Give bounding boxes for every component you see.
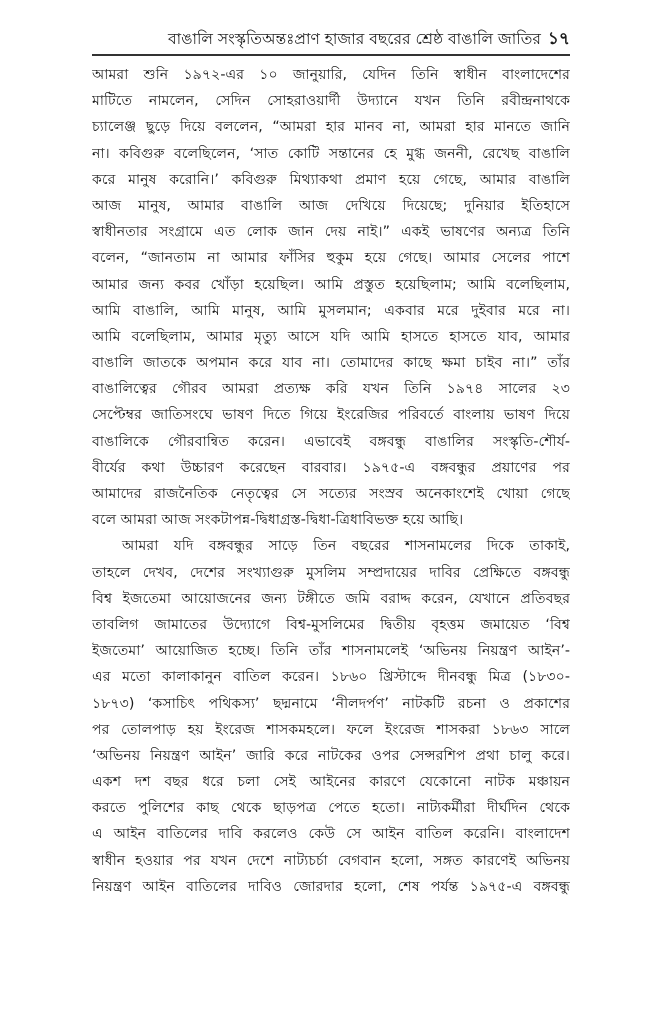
- text-line: আমি বলেছিলাম, আমার মৃত্যু আসে যদি আমি হাসতে হাসতে যাব, আমার: [92, 328, 570, 345]
- text-line: পর তোলপাড় হয় ইংরেজ শাসকমহলে। ফলে ইংরেজ শাসকরা ১৮৬৩ সালে: [92, 721, 570, 738]
- text-line: বাঙালি জাতকে অপমান করে যাব না। তোমাদের কাছে ক্ষমা চাইব না।” তাঁর: [92, 355, 570, 372]
- text-line: চ্যালেঞ্জ ছুড়ে দিয়ে বললেন, “আমরা হার মানব না, আমরা হার মানতে জানি: [92, 119, 570, 136]
- text-line: না। কবিগুরু বলেছিলেন, ‘সাত কোটি সন্তানের হে মুগ্ধ জননী, রেখেছ বাঙালি: [92, 145, 570, 162]
- text-line: আমি বাঙালি, আমি মানুষ, আমি মুসলমান; একবার মরে দুইবার মরে না।: [92, 302, 570, 319]
- text-line: নিয়ন্ত্রণ আইন বাতিলের দাবিও জোরদার হলো, শেষ পর্যন্ত ১৯৭৫-এ বঙ্গবন্ধু: [92, 878, 570, 895]
- paragraph-2: [92, 533, 570, 900]
- text-line: ইজতেমা’ আয়োজিত হচ্ছে। তিনি তাঁর শাসনামলেই ‘অভিনয় নিয়ন্ত্রণ আইন’-: [92, 643, 570, 660]
- text-line: স্বাধীন হওয়ার পর যখন দেশে নাট্যচর্চা বেগবান হলো, সঙ্গত কারণেই অভিনয়: [92, 852, 570, 869]
- text-line: ‘অভিনয় নিয়ন্ত্রণ আইন’ জারি করে নাটকের ওপর সেন্সরশিপ প্রথা চালু করে।: [92, 747, 570, 764]
- text-line: আমার জন্য কবর খোঁড়া হয়েছিল। আমি প্রস্তুত হয়েছিলাম; আমি বলেছিলাম,: [92, 276, 570, 293]
- text-line: তাবলিগ জামাতের উদ্যোগে বিশ্ব-মুসলিমের দ্বিতীয় বৃহত্তম জমায়েত ‘বিশ্ব: [92, 616, 570, 633]
- text-line: ১৮৭৩) ‘কসাচিৎ পথিকস্য’ ছদ্মনামে ‘নীলদর্পণ’ নাটকটি রচনা ও প্রকাশের: [92, 695, 570, 712]
- running-header: [92, 28, 570, 54]
- page-number: ১৭: [547, 29, 570, 49]
- text-line: আমরা যদি বঙ্গবন্ধুর সাড়ে তিন বছরের শাসনামলের দিকে তাকাই,: [122, 538, 570, 555]
- text-line: বাঙালিকে গৌরবান্বিত করেন। এভাবেই বঙ্গবন্ধু বাঙালির সংস্কৃতি-শৌর্য-: [92, 433, 570, 450]
- text-line: এর মতো কালাকানুন বাতিল করেন। ১৮৬০ খ্রিস্টাব্দে দীনবন্ধু মিত্র (১৮৩০-: [92, 669, 570, 686]
- text-line: তাহলে দেখব, দেশের সংখ্যাগুরু মুসলিম সম্প্রদায়ের দাবির প্রেক্ষিতে বঙ্গবন্ধু: [92, 564, 570, 581]
- text-line: বীর্যের কথা উচ্চারণ করেছেন বারবার। ১৯৭৫-এ বঙ্গবন্ধুর প্রয়াণের পর: [92, 459, 570, 476]
- text-line: মাটিতে নামলেন, সেদিন সোহরাওয়ার্দী উদ্যানে যখন তিনি রবীন্দ্রনাথকে: [92, 93, 570, 110]
- text-line: আমরা শুনি ১৯৭২-এর ১০ জানুয়ারি, যেদিন তিনি স্বাধীন বাংলাদেশের: [92, 67, 570, 83]
- running-title: বাঙালি সংস্কৃতিঅন্তঃপ্রাণ হাজার বছরের শ্রেষ্ঠ বাঙালি জাতির: [168, 30, 541, 48]
- text-line: এ আইন বাতিলের দাবি করলেও কেউ সে আইন বাতিল করেনি। বাংলাদেশ: [92, 826, 570, 843]
- text-line: করতে পুলিশের কাছ থেকে ছাড়পত্র পেতে হতো। নাট্যকর্মীরা দীর্ঘদিন থেকে: [92, 800, 570, 817]
- body-text: [92, 62, 570, 900]
- text-line: সেপ্টেম্বর জাতিসংঘে ভাষণ দিতে গিয়ে ইংরেজির পরিবর্তে বাংলায় ভাষণ দিয়ে: [92, 407, 570, 424]
- text-line: করে মানুষ করোনি।’ কবিগুরু মিথ্যাকথা প্রমাণ হয়ে গেছে, আমার বাঙালি: [92, 171, 570, 188]
- text-line: বাঙালিত্বের গৌরব আমরা প্রত্যক্ষ করি যখন তিনি ১৯৭৪ সালের ২৩: [92, 381, 570, 398]
- text-line: বলে আমরা আজ সংকটাপন্ন-দ্বিধাগ্রস্ত-দ্বিধা-ত্রিধাবিভক্ত হয়ে আছি।: [92, 512, 464, 529]
- text-line: বলেন, “জানতাম না আমার ফাঁসির হুকুম হয়ে গেছে। আমার সেলের পাশে: [92, 250, 570, 267]
- text-line: একশ দশ বছর ধরে চলা সেই আইনের কারণে যেকোনো নাটক মঞ্চায়ন: [92, 774, 570, 791]
- paragraph-1: [92, 62, 570, 533]
- text-line: স্বাধীনতার সংগ্রামে এত লোক জান দেয় নাই।” একই ভাষণের অন্যত্র তিনি: [92, 224, 570, 241]
- text-line: আমাদের রাজনৈতিক নেতৃত্বের সে সত্যের সংস্রব অনেকাংশেই খোয়া গেছে: [92, 486, 570, 502]
- header-rule: [92, 54, 570, 56]
- text-line: বিশ্ব ইজতেমা আয়োজনের জন্য টঙ্গীতে জমি বরাদ্দ করেন, যেখানে প্রতিবছর: [92, 590, 570, 607]
- text-line: আজ মানুষ, আমার বাঙালি আজ দেখিয়ে দিয়েছে; দুনিয়ার ইতিহাসে: [92, 197, 570, 214]
